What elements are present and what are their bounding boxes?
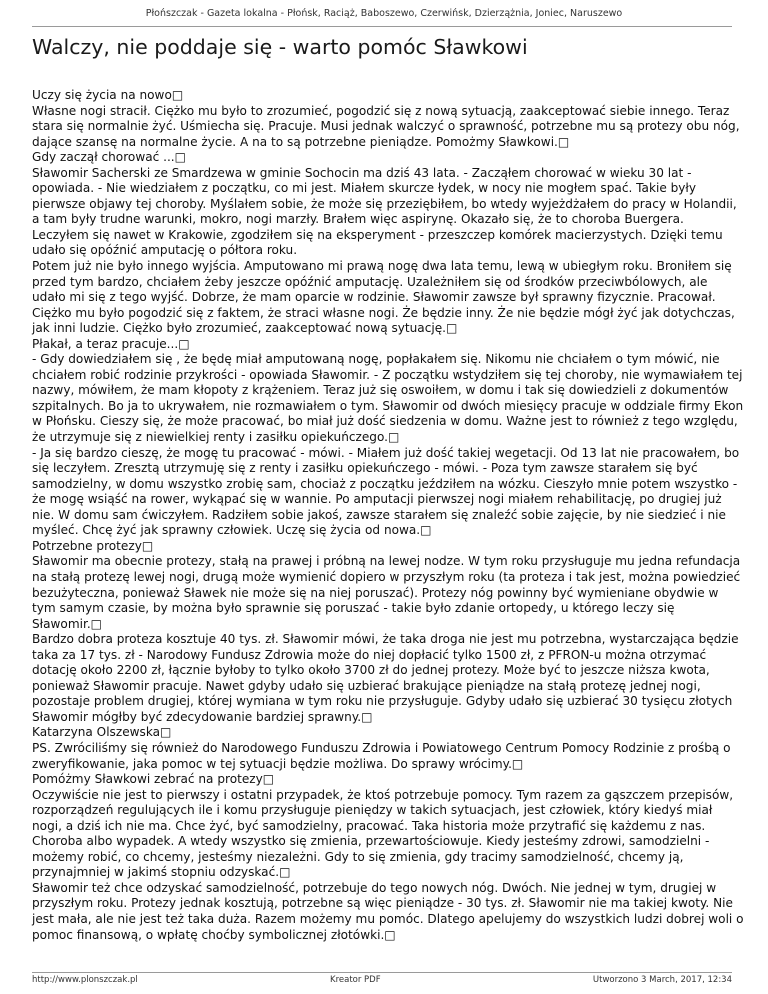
article-title: Walczy, nie poddaje się - warto pomóc Sławkowi: [32, 35, 528, 59]
page-header: Płońszczak - Gazeta lokalna - Płońsk, Raciąż, Baboszewo, Czerwińsk, Dzierzążnia, Joniec, Naruszewo: [145, 8, 623, 19]
article-body: [32, 88, 744, 943]
author-name: Katarzyna Olszewska□: [32, 725, 172, 740]
subheading-protezy: Potrzebne protezy□: [32, 538, 154, 553]
subheading-pomozmy: Pomóżmy Sławkowi zebrać na protezy□: [32, 772, 275, 787]
footer-created: Utworzono 3 March, 2017, 12:34: [592, 975, 732, 985]
footer-url: http://www.plonszczak.pl: [32, 975, 138, 985]
paragraph-intro: Własne nogi stracił. Ciężko mu było to zrozumieć, pogodzić się z nową sytuacją, zaakceptować siebie innego. Teraz stara się normalnie żyć. Uśmiecha się. Pracuje. Musi jednak walczyć o sprawność, potrzebne mu są protezy obu nóg, dające szansę na normalne życie. A na to są potrzebne pieniądze. Pomożmy Sławkowi.□: [32, 103, 740, 149]
header-divider: [32, 26, 732, 27]
paragraph-amputation: Potem już nie było innego wyjścia. Amputowano mi prawą nogę dwa lata temu, lewą w ubiegłym roku. Broniłem się przed tym bardzo, chciałem żeby jeszcze opóźnić amputację. Uzależniłem się od środków przeciwbólowych, ale udało mi się z tego wyjść. Dobrze, że mam oparcie w rodzinie. Sławomir zawsze był sprawny fizycznie. Pracował. Ciężko mu było pogodzić się z faktem, że straci własne nogi. Że będzie inny. Że nie będzie mógł żyć jak dotychczas, jak inni ludzie. Ciężko było zrozumieć, zaakceptować nową sytuację.□: [32, 259, 735, 336]
paragraph-ps: PS. Zwróciliśmy się również do Narodowego Funduszu Zdrowia i Powiatowego Centrum Pomocy Rodzinie z prośbą o zweryfikowanie, jaka pomoc w tej sytuacji będzie możliwa. Do sprawy wrócimy.□: [32, 740, 731, 771]
subheading-uczy-sie: Uczy się życia na nowo□: [32, 88, 184, 102]
page-footer: [32, 975, 732, 987]
footer-generator: Kreator PDF: [330, 975, 381, 985]
subheading-plakal: Płakał, a teraz pracuje...□: [32, 336, 190, 351]
footer-divider: [32, 972, 732, 973]
paragraph-quote: - Ja się bardzo cieszę, że mogę tu pracować - mówi. - Miałem już dość takiej wegetacji. Od 13 lat nie pracowałem, bo się leczyłem. Zresztą utrzymuję się z renty i zasiłku opiekuńczego - mówi. - Poza tym zawsze starałem się być samodzielny, w domu wszystko zrobię sam, chociaż z początku jeździłem na wózku. Cieszyło mnie potem wszystko - że mogę wsiąść na rower, wykąpać się w wannie. Po amputacji pierwszej nogi miałem rehabilitację, po drugiej już nie. W domu sam ćwiczyłem. Radziłem sobie jakoś, zawsze starałem się znaleźć sobie zajęcie, by nie siedzieć i nie myśleć. Chcę żyć jak sprawny człowiek. Uczę się życia od nowa.□: [32, 445, 740, 538]
subheading-gdy-zaczal: Gdy zaczął chorować ...□: [32, 150, 187, 165]
paragraph-illness-start: Sławomir Sacherski ze Smardzewa w gminie Sochocin ma dziś 43 lata. - Zacząłem chorować w wieku 30 lat - opowiada. - Nie wiedziałem z początku, co mi jest. Miałem skurcze łydek, w nocy nie mogłem spać. Takie były pierwsze objawy tej choroby. Myślałem sobie, że może się przeziębiłem, bo wtedy wyjeżdżałem do pracy w Holandii, a tam były trudne warunki, mokro, nogi marzły. Brałem więc aspirynę. Okazało się, że to choroba Buergera. Leczyłem się nawet w Krakowie, zgodziłem się na eksperyment - przeszczep komórek macierzystych. Dzięki temu udało się opóźnić amputację o półtora roku.: [32, 165, 737, 258]
paragraph-prostheses: Sławomir ma obecnie protezy, stałą na prawej i próbną na lewej nodze. W tym roku przysługuje mu jedna refundacja na stałą protezę lewej nogi, drugą może wymienić dopiero w przyszłym roku (ta proteza i tak jest, można powiedzieć bezużyteczna, ponieważ Sławek nie może się na niej poruszać). Protezy nóg powinny być wymieniane obydwie w tym samym czasie, by można było sprawnie się poruszać - takie było zdanie ortopedy, u którego leczy się Sławomir.□: [32, 554, 741, 631]
paragraph-costs: Bardzo dobra proteza kosztuje 40 tys. zł. Sławomir mówi, że taka droga nie jest mu potrzebna, wystarczająca będzie taka za 17 tys. zł - Narodowy Fundusz Zdrowia może do niej dopłacić tylko 1500 zł, z PFRON-u można otrzymać dotację około 2200 zł, łącznie byłoby to tylko około 3700 zł do jednej protezy. Może być to jeszcze niższa kwota, ponieważ Sławomir pracuje. Nawet gdyby udało się uzbierać brakujące pieniądze na stałą protezę jednej nogi, pozostaje problem drugiej, której wymiana w tym roku nie przysługuje. Gdyby udało się uzbierać 30 tysięcu złotych Sławomir mógłby być zdecydowanie bardziej sprawny.□: [32, 632, 739, 724]
paragraph-appeal-1: Oczywiście nie jest to pierwszy i ostatni przypadek, że ktoś potrzebuje pomocy. Tym razem za gąszczem przepisów, rozporządzeń regulujących ile i komu przysługuje pieniędzy w takich sytuacjach, jest człowiek, który kiedyś miał nogi, a dziś ich nie ma. Chce żyć, być samodzielny, pracować. Taka historia może przytrafić się każdemu z nas. Choroba albo wypadek. A wtedy wszystko się zmienia, przewartościowuje. Kiedy jesteśmy zdrowi, samodzielni - możemy robić, co chcemy, jesteśmy niezależni. Gdy to się zmienia, gdy tracimy samodzielność, chcemy ją, przynajmniej w jakimś stopniu odzyskać.□: [32, 787, 734, 880]
paragraph-appeal-2: Sławomir też chce odzyskać samodzielność, potrzebuje do tego nowych nóg. Dwóch. Nie jednej w tym, drugiej w przyszłym roku. Protezy jednak kosztują, potrzebne są więc pieniądze - 30 tys. zł. Sławomir nie ma takiej kwoty. Nie jest mała, ale nie jest też taka duża. Razem możemy mu pomóc. Dlatego apelujemy do wszystkich ludzi dobrej woli o pomoc finansową, o wpłatę choćby symbolicznej złotówki.□: [32, 880, 744, 942]
paragraph-work: - Gdy dowiedziałem się , że będę miał amputowaną nogę, popłakałem się. Nikomu nie chciałem o tym mówić, nie chciałem robić rodzinie przykrości - opowiada Sławomir. - Z początku wstydziłem się tej choroby, nie wymawiałem tej nazwy, mówiłem, że mam kłopoty z krążeniem. Teraz już się oswoiłem, w domu i tak się dowiedzieli z dokumentów szpitalnych. Bo ja to ukrywałem, nie rozmawiałem o tym. Sławomir od dwóch miesięcy pracuje w oddziale firmy Ekon w Płońsku. Cieszy się, że może pracować, bo miał już dość siedzenia w domu. Ważne jest to również z tego względu, że utrzymuje się z niewielkiej renty i zasiłku opiekuńczego.□: [32, 352, 744, 445]
